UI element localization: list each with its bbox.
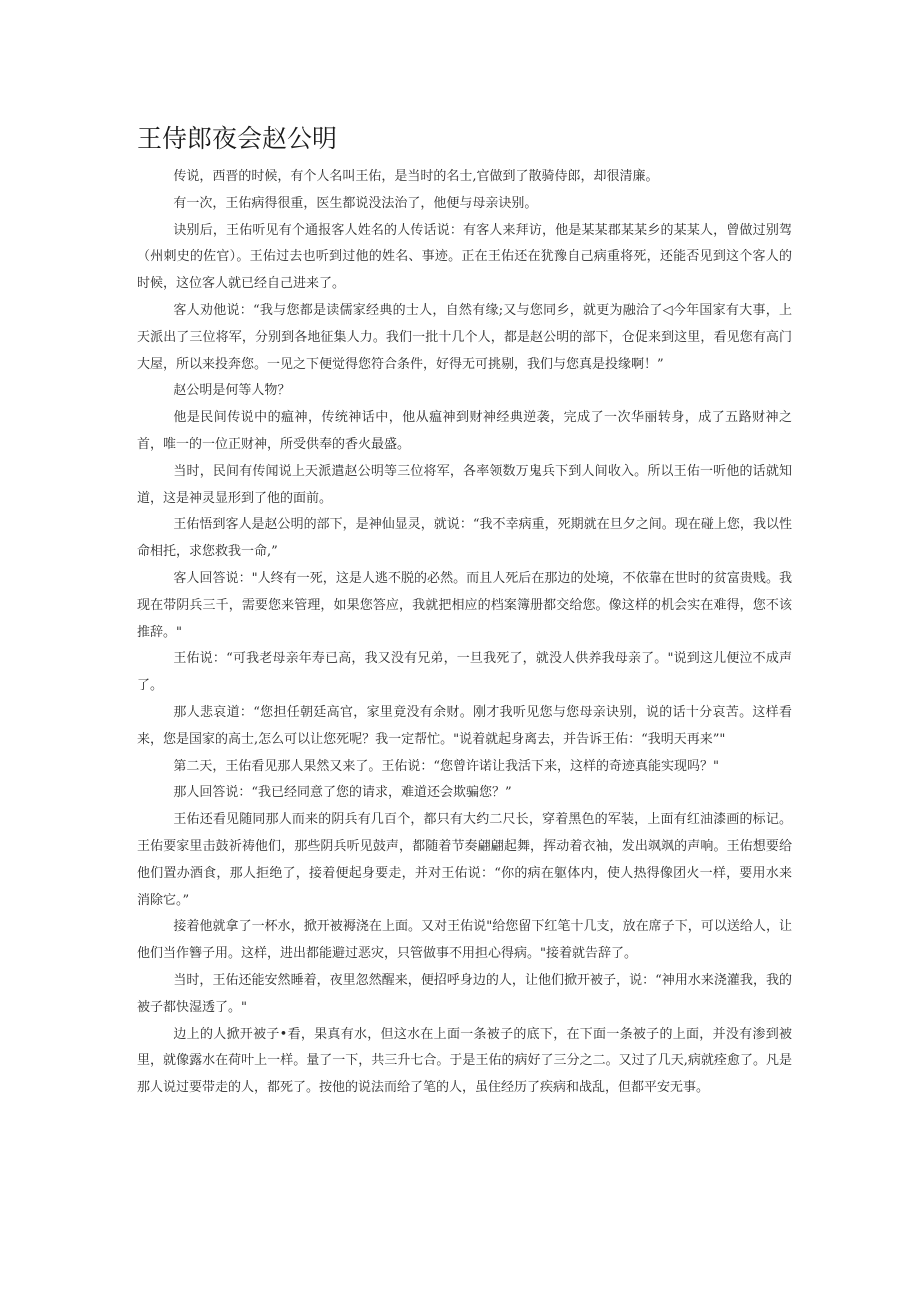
paragraph: 他是民间传说中的瘟神，传统神话中，他从瘟神到财神经典逆袭，完成了一次华丽转身，成了五路财神之首，唯一的一位正财神，所受供奉的香火最盛。	[137, 410, 792, 452]
paragraph: 那人回答说：“我已经同意了您的请求，难道还会欺骗您？”	[173, 785, 512, 801]
paragraph: 王佑说：“可我老母亲年寿已高，我又没有兄弟，一旦我死了，就没人供养我母亲了。"说到这儿便泣不成声了。	[137, 651, 792, 694]
paragraph: 传说，西晋的时候，有个人名叫王佑，是当时的名士,官做到了散骑侍郎，却很清廉。	[173, 169, 659, 184]
paragraph: 接着他就拿了一杯水，掀开被褥浇在上面。又对王佑说"给您留下红笔十几支，放在席子下，可以送给人，让他们当作簪子用。这样，进出都能避过恶灾，只管做事不用担心得病。"接着就告辞了。	[137, 919, 792, 962]
paragraph: 当时，王佑还能安然睡着，夜里忽然醒来，便招呼身边的人，让他们掀开被子，说：“神用水来浇灌我，我的被子都快湿透了。"	[137, 972, 792, 1015]
document-title: 王侍郎夜会赵公明	[137, 124, 338, 153]
paragraph: 当时，民间有传闻说上天派遣赵公明等三位将军，各率领数万鬼兵下到人间收入。所以王佑一听他的话就知道，这是神灵显形到了他的面前。	[137, 463, 792, 506]
paragraph: 第二天，王佑看见那人果然又来了。王佑说：“您曾许诺让我活下来，这样的奇迹真能实现吗？"	[173, 758, 720, 774]
paragraph: 赵公明是何等人物？	[173, 383, 291, 399]
paragraph: 王佑还看见随同那人而来的阴兵有几百个，都只有大约二尺长，穿着黑色的军装，上面有红油漆画的标记。王佑要家里击鼓祈祷他们，那些阴兵听见鼓声，都随着节奏翩翩起舞，挥动着衣袖，发出飒飒的声响。王佑想要给他们置办酒食，那人拒绝了，接着便起身要走，并对王佑说：“你的病在躯体内，使人热得像团火一样，要用水来消除它。”	[137, 812, 792, 908]
paragraph: 王佑悟到客人是赵公明的部下，是神仙显灵，就说：“我不幸病重，死期就在旦夕之间。现在碰上您，我以性命相托，求您救我一命,”	[137, 517, 792, 560]
paragraph: 有一次，王佑病得很重，医生都说没法治了，他便与母亲诀别。	[173, 195, 538, 211]
paragraph: 那人悲哀道：“您担任朝廷高官，家里竟没有余财。刚才我听见您与您母亲诀别，说的话十分哀苦。这样看来，您是国家的高士,怎么可以让您死呢？我一定帮忙。"说着就起身离去，并告诉王佑：“我明天再来”"	[137, 704, 792, 747]
paragraph: 诀别后，王佑听见有个通报客人姓名的人传话说：有客人来拜访，他是某某郡某某乡的某某人，曾做过别驾（州刺史的佐官）。王佑过去也听到过他的姓名、事迹。正在王佑还在犹豫自己病重将死，还能否见到这个客人的时候，这位客人就已经自己进来了。	[137, 222, 792, 292]
paragraph: 边上的人掀开被子•看，果真有水，但这水在上面一条被子的底下，在下面一条被子的上面，并没有渗到被里，就像露水在荷叶上一样。量了一下，共三升七合。于是王佑的病好了三分之二。又过了几天,病就痊愈了。凡是那人说过要带走的人，都死了。按他的说法而给了笔的人，虽住经历了疾病和战乱，但都平安无事。	[137, 1026, 792, 1096]
paragraph: 客人回答说："人终有一死，这是人逃不脱的必然。而且人死后在那边的处境，不依靠在世时的贫富贵贱。我现在带阴兵三千，需要您来管理，如果您答应，我就把相应的档案簿册都交给您。像这样的机会实在难得，您不该推辞。"	[137, 570, 792, 640]
paragraph: 客人劝他说：“我与您都是读儒家经典的士人，自然有缘;又与您同乡，就更为融洽了◁今年国家有大事，上天派出了三位将军，分别到各地征集人力。我们一批十几个人，都是赵公明的部下，仓促来到这里，看见您有高门大屋，所以来投奔您。一见之下便觉得您符合条件，好得无可挑剔，我们与您真是投缘啊！”	[137, 302, 792, 372]
document-body	[137, 164, 792, 1102]
